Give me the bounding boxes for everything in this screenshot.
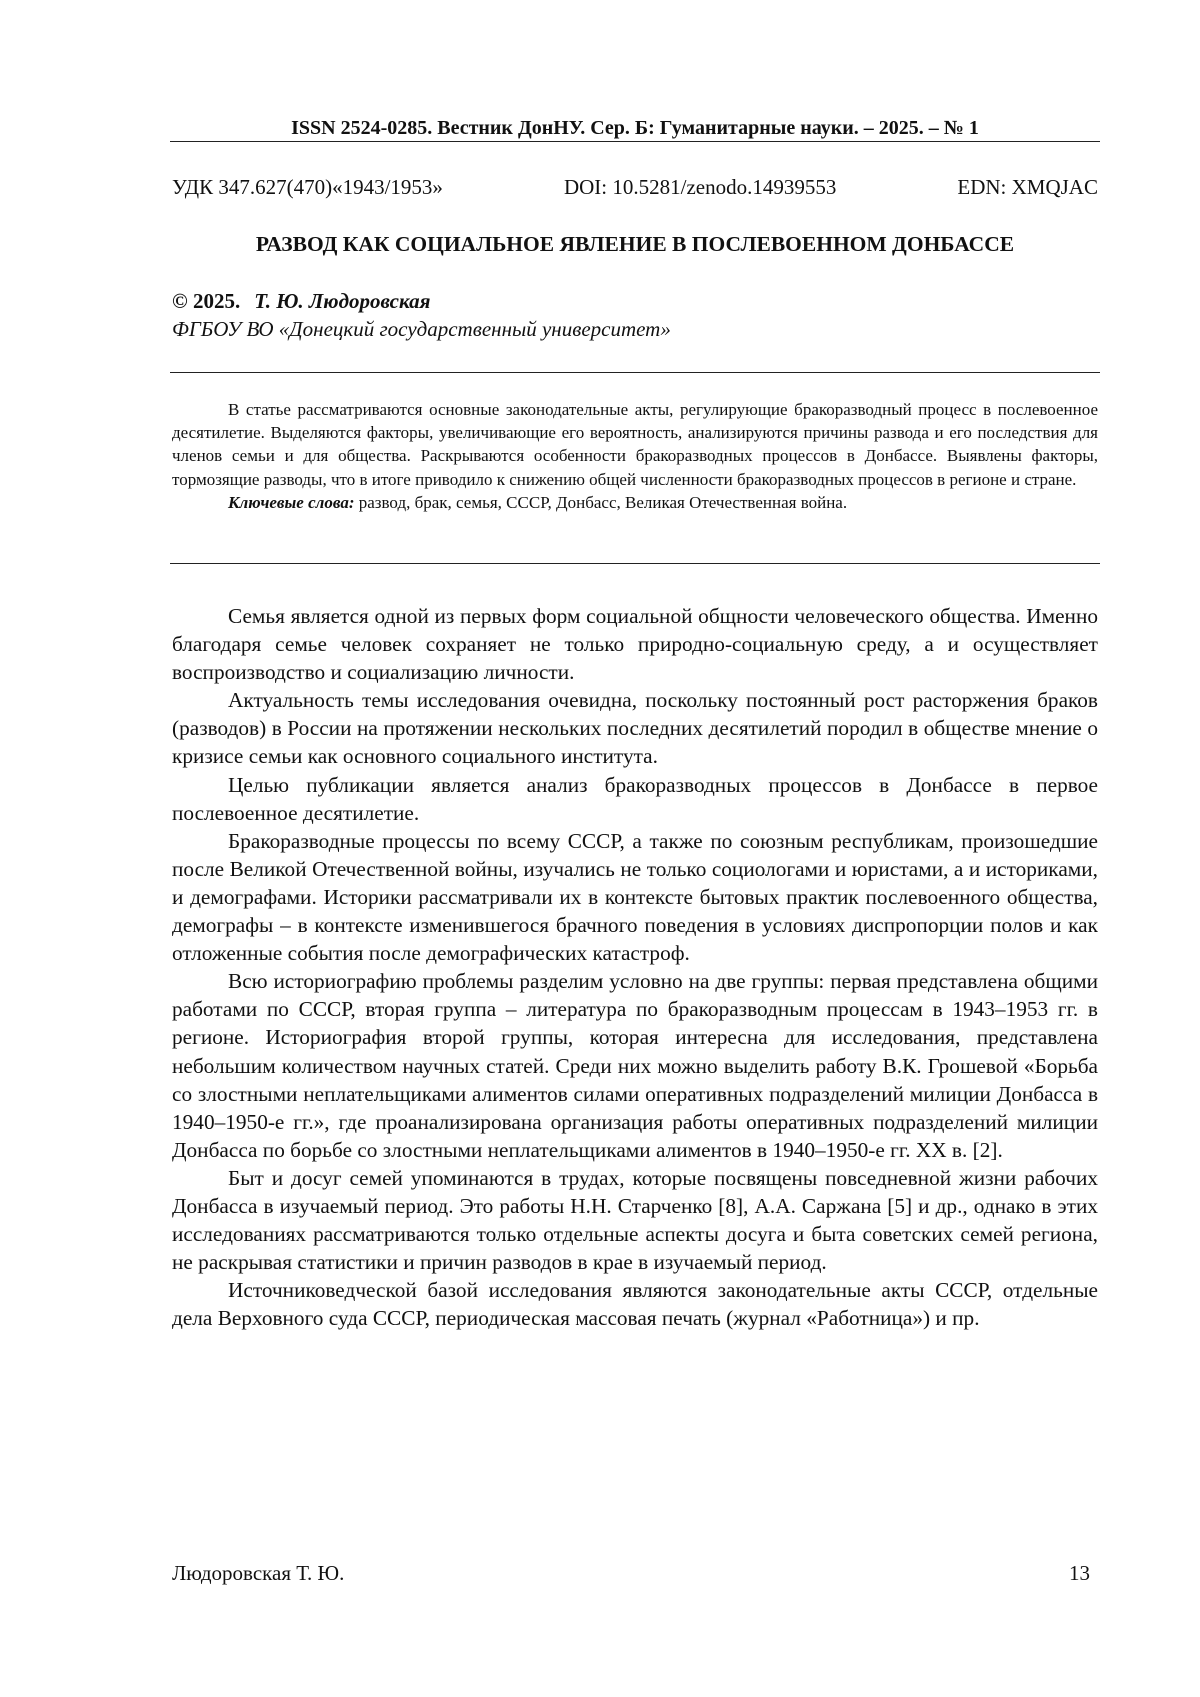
abstract-bottom-divider — [170, 563, 1100, 564]
udc-code: УДК 347.627(470)«1943/1953» — [172, 175, 443, 199]
page-number: 13 — [1069, 1561, 1090, 1585]
abstract-text: В статье рассматриваются основные законодательные акты, регулирующие бракоразводный процесс в послевоенное десятилетие. Выделяются факторы, увеличивающие его вероятность, анализируются причины развода и его последствия для членов семьи и для общества. Раскрываются особенности бракоразводных процессов в Донбассе. Выявлены факторы, тормозящие разводы, что в итоге приводило к снижению общей численности бракоразводных процессов в регионе и стране. — [172, 400, 1098, 489]
body-paragraph: Актуальность темы исследования очевидна, поскольку постоянный рост расторжения браков (разводов) в России на протяжении нескольких последних десятилетий породил в обществе мнение о кризисе семьи как основного социального института. — [172, 688, 1098, 769]
article-title: РАЗВОД КАК СОЦИАЛЬНОЕ ЯВЛЕНИЕ В ПОСЛЕВОЕННОМ ДОНБАССЕ — [255, 232, 1015, 256]
body-paragraph: Семья является одной из первых форм социальной общности человеческого общества. Именно благодаря семье человек сохраняет не только природно-социальную среду, а и осуществляет воспроизводство и социализацию личности. — [172, 604, 1098, 685]
author-line — [172, 288, 430, 314]
keywords-label: Ключевые слова: — [228, 492, 355, 512]
header-divider — [170, 141, 1100, 142]
abstract — [172, 398, 1098, 514]
article-body — [172, 602, 1098, 1332]
keywords — [172, 491, 1098, 514]
article-identifiers — [172, 174, 1098, 200]
abstract-top-divider — [170, 372, 1100, 373]
body-paragraph: Бракоразводные процессы по всему СССР, а также по союзным республикам, произошедшие после Великой Отечественной войны, изучались не только социологами и юристами, а и историками, и демографами. Историки рассматривали их в контексте бытовых практик послевоенного общества, демографы – в контексте изменившегося брачного поведения в условиях диспропорции полов и как отложенные события после демографических катастроф. — [172, 828, 1098, 966]
journal-header: ISSN 2524-0285. Вестник ДонНУ. Сер. Б: Гуманитарные науки. – 2025. – № 1 — [291, 117, 979, 139]
body-paragraph: Источниковедческой базой исследования являются законодательные акты СССР, отдельные дела Верховного суда СССР, периодическая массовая печать (журнал «Работница») и пр. — [172, 1278, 1098, 1331]
edn: EDN: XMQJAC — [957, 175, 1098, 199]
author-affiliation: ФГБОУ ВО «Донецкий государственный университет» — [172, 317, 671, 341]
body-paragraph: Всю историографию проблемы разделим условно на две группы: первая представлена общими работами по СССР, вторая группа – литература по бракоразводным процессам в 1943–1953 гг. в регионе. Историография второй группы, которая интересна для исследования, представлена небольшим количеством научных статей. Среди них можно выделить работу В.К. Грошевой «Борьба со злостными неплательщиками алиментов силами оперативных подразделений милиции Донбасса в 1940–1950-е гг.», где проанализирована организация работы оперативных подразделений милиции Донбасса по борьбе со злостными неплательщиками алиментов в 1940–1950-е гг. XX в. [2]. — [172, 969, 1098, 1162]
body-paragraph: Целью публикации является анализ бракоразводных процессов в Донбассе в первое послевоенное десятилетие. — [172, 772, 1098, 825]
footer-author: Людоровская Т. Ю. — [172, 1561, 345, 1585]
body-paragraph: Быт и досуг семей упоминаются в трудах, которые посвящены повседневной жизни рабочих Донбасса в изучаемый период. Это работы Н.Н. Старченко [8], А.А. Саржана [5] и др., однако в этих исследованиях рассматриваются только отдельные аспекты досуга и быта советских семей региона, не раскрывая статистики и причин разводов в крае в изучаемый период. — [172, 1165, 1098, 1275]
doi: DOI: 10.5281/zenodo.14939553 — [563, 175, 837, 199]
author-name: Т. Ю. Людоровская — [254, 289, 431, 313]
keywords-list: развод, брак, семья, СССР, Донбасс, Великая Отечественная война. — [354, 492, 848, 512]
copyright-year: © 2025. — [172, 289, 241, 313]
